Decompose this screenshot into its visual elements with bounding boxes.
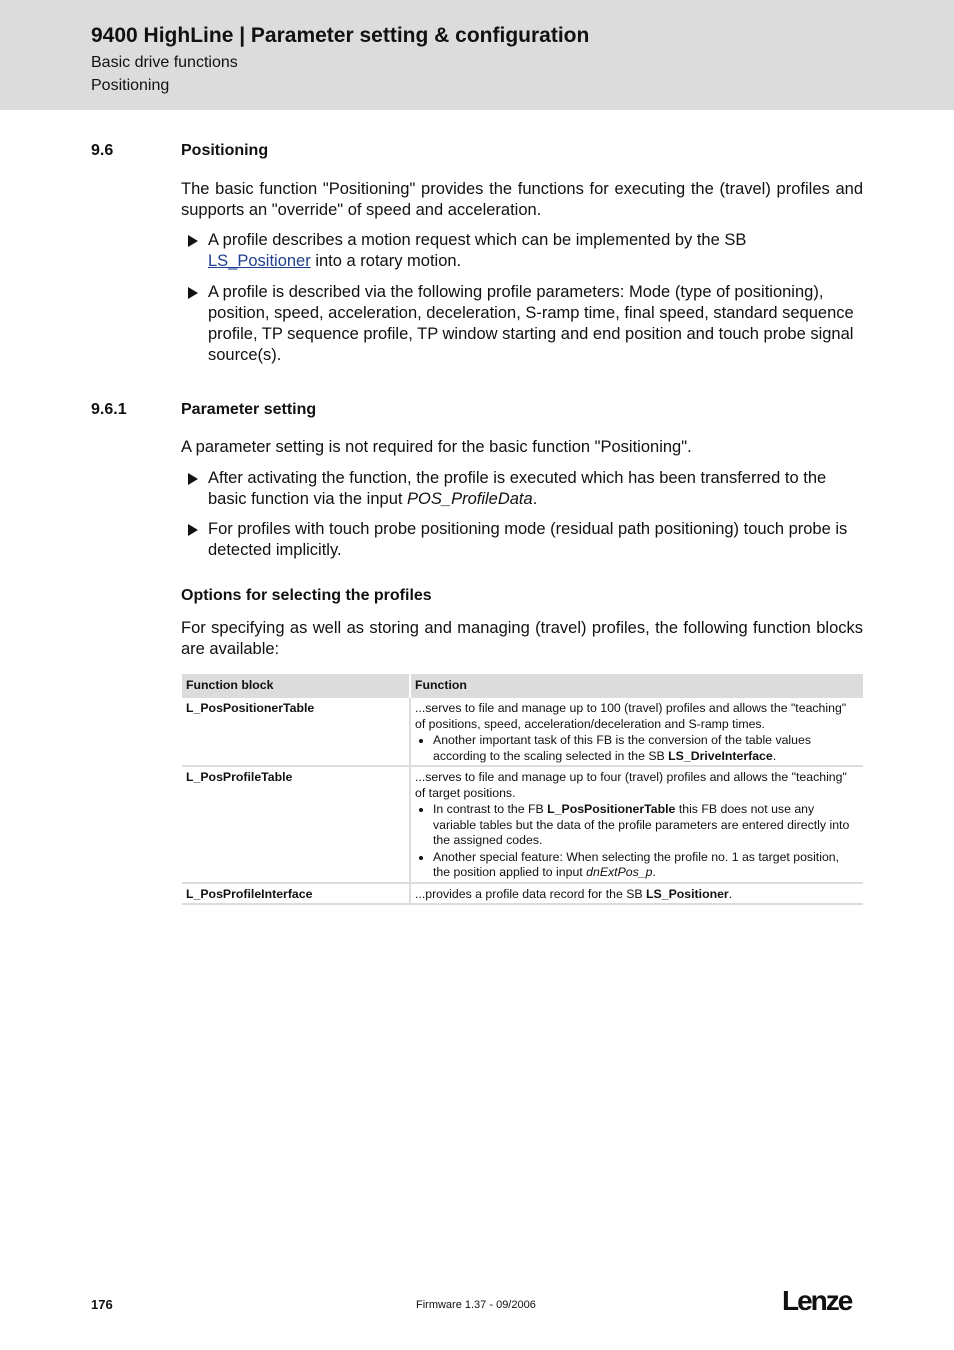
options-heading: Options for selecting the profiles <box>181 587 432 604</box>
list-item <box>181 468 863 510</box>
table-row <box>182 883 863 905</box>
item-text: . <box>772 748 777 763</box>
list-item <box>433 850 859 881</box>
bullet-text: A profile describes a motion request which can be implemented by the SB <box>208 231 747 249</box>
item-text: In contrast to the FB <box>433 802 548 816</box>
item-bold: L_PosPositionerTable <box>547 802 676 816</box>
section-number: 9.6 <box>91 142 114 159</box>
subsection-title: Parameter setting <box>181 401 317 418</box>
section-intro: The basic function "Positioning" provides the functions for executing the (travel) profiles and supports an "override" of speed and acceleration. <box>181 180 863 219</box>
ls-positioner-link[interactable]: LS_Positioner <box>208 252 311 270</box>
item-text: . <box>652 865 656 879</box>
table-row <box>182 698 863 766</box>
bullet-text: A profile is described via the following profile parameters: Mode (type of positioning), position, speed, acceleration, deceleration, S-ramp time, final speed, standard sequence profile, TP sequence profile, TP window starting and end position and touch probe signal source(s). <box>208 283 854 364</box>
subsection-intro: A parameter setting is not required for the basic function "Positioning". <box>181 438 692 456</box>
fb-text: ...serves to file and manage up to 100 (travel) profiles and allows the "teaching" of positions, speed, acceleration/deceleration and S-ramp times. <box>415 701 847 731</box>
fb-name: L_PosProfileInterface <box>182 883 410 905</box>
breadcrumb-section: Positioning <box>91 77 170 94</box>
logo-text: Lenze <box>782 1285 852 1316</box>
breadcrumb-chapter: Basic drive functions <box>91 54 238 71</box>
fb-name: L_PosPositionerTable <box>182 698 410 766</box>
table-header-function: Function <box>410 674 863 698</box>
list-item <box>181 230 863 272</box>
fb-name: L_PosProfileTable <box>182 766 410 883</box>
fb-description <box>410 766 863 883</box>
table-header-function-block: Function block <box>182 674 410 698</box>
section-title: Positioning <box>181 142 269 159</box>
bullet-arrow-icon <box>188 473 198 485</box>
fb-text: . <box>728 886 733 901</box>
table-row <box>182 766 863 883</box>
bullet-arrow-icon <box>188 524 198 536</box>
list-item <box>433 802 859 849</box>
page-header <box>0 0 954 110</box>
item-bold: LS_DriveInterface <box>668 748 773 763</box>
lenze-logo <box>780 1283 862 1317</box>
document-title: 9400 HighLine | Parameter setting & configuration <box>91 24 590 47</box>
list-item <box>433 733 859 764</box>
fb-description <box>410 698 863 766</box>
list-item <box>181 282 863 366</box>
bullet-text: . <box>532 490 538 508</box>
bullet-text: For profiles with touch probe positioning mode (residual path positioning) touch probe is detected implicitly. <box>208 520 848 559</box>
page-number: 176 <box>91 1297 113 1312</box>
bullet-text: After activating the function, the profile is executed which has been transferred to the basic function via the input <box>208 469 827 508</box>
input-name: POS_ProfileData <box>407 490 533 508</box>
options-intro: For specifying as well as storing and managing (travel) profiles, the following function blocks are available: <box>181 619 863 658</box>
list-item <box>181 519 863 561</box>
function-block-table <box>182 674 863 905</box>
item-bold: LS_Positioner <box>646 886 729 901</box>
bullet-arrow-icon <box>188 235 198 247</box>
fb-text: ...serves to file and manage up to four (travel) profiles and allows the "teaching" of target positions. <box>415 770 847 800</box>
item-text: Another special feature: When selecting the profile no. 1 as target position, the position applied to input <box>433 849 840 879</box>
item-text: Another important task of this FB is the conversion of the table values according to the scaling selected in the SB <box>433 733 811 763</box>
fb-description <box>410 883 863 905</box>
fb-text: ...provides a profile data record for the SB <box>415 886 647 901</box>
item-italic: dnExtPos_p <box>586 865 653 879</box>
firmware-version: Firmware 1.37 - 09/2006 <box>416 1299 536 1311</box>
item-text: this FB does not use any variable tables but the data of the profile parameters are entered directly into the assigned codes. <box>433 802 850 847</box>
bullet-arrow-icon <box>188 287 198 299</box>
bullet-text: into a rotary motion. <box>310 252 462 270</box>
subsection-number: 9.6.1 <box>91 401 127 418</box>
